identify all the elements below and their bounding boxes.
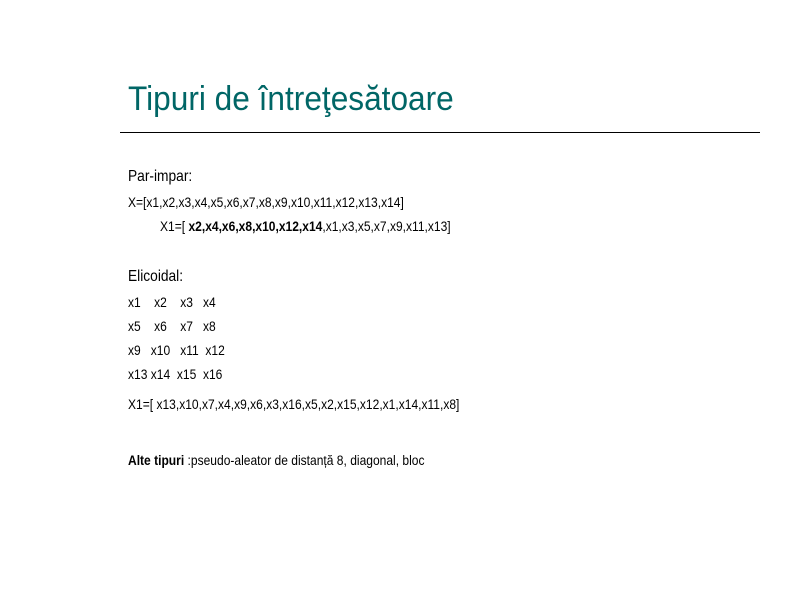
par-impar-x-sequence: X=[x1,x2,x3,x4,x5,x6,x7,x8,x9,x10,x11,x12,x13,x14] (128, 194, 404, 210)
title-divider (120, 132, 760, 133)
elicoidal-matrix-row: x9 x10 x11 x12 (128, 342, 225, 358)
elicoidal-matrix-row: x13 x14 x15 x16 (128, 366, 223, 382)
elicoidal-x1-sequence: X1=[ x13,x10,x7,x4,x9,x6,x3,x16,x5,x2,x15,x12,x1,x14,x11,x8] (128, 396, 460, 412)
par-impar-x1-even-elements: x2,x4,x6,x8,x10,x12,x14 (188, 218, 323, 234)
alte-tipuri-label: Alte tipuri (128, 452, 185, 468)
elicoidal-matrix-row: x5 x6 x7 x8 (128, 318, 216, 334)
slide-title: Tipuri de întreţesătoare (128, 80, 454, 118)
elicoidal-heading: Elicoidal: (128, 268, 184, 285)
par-impar-x1-prefix: X1=[ (160, 218, 189, 234)
alte-tipuri-line (128, 452, 424, 468)
par-impar-x1-sequence (160, 218, 451, 234)
alte-tipuri-text: :pseudo-aleator de distanță 8, diagonal, bloc (184, 452, 425, 468)
par-impar-x1-odd-elements: ,x1,x3,x5,x7,x9,x11,x13] (322, 218, 451, 234)
elicoidal-matrix-row: x1 x2 x3 x4 (128, 294, 216, 310)
par-impar-heading: Par-impar: (128, 168, 193, 185)
